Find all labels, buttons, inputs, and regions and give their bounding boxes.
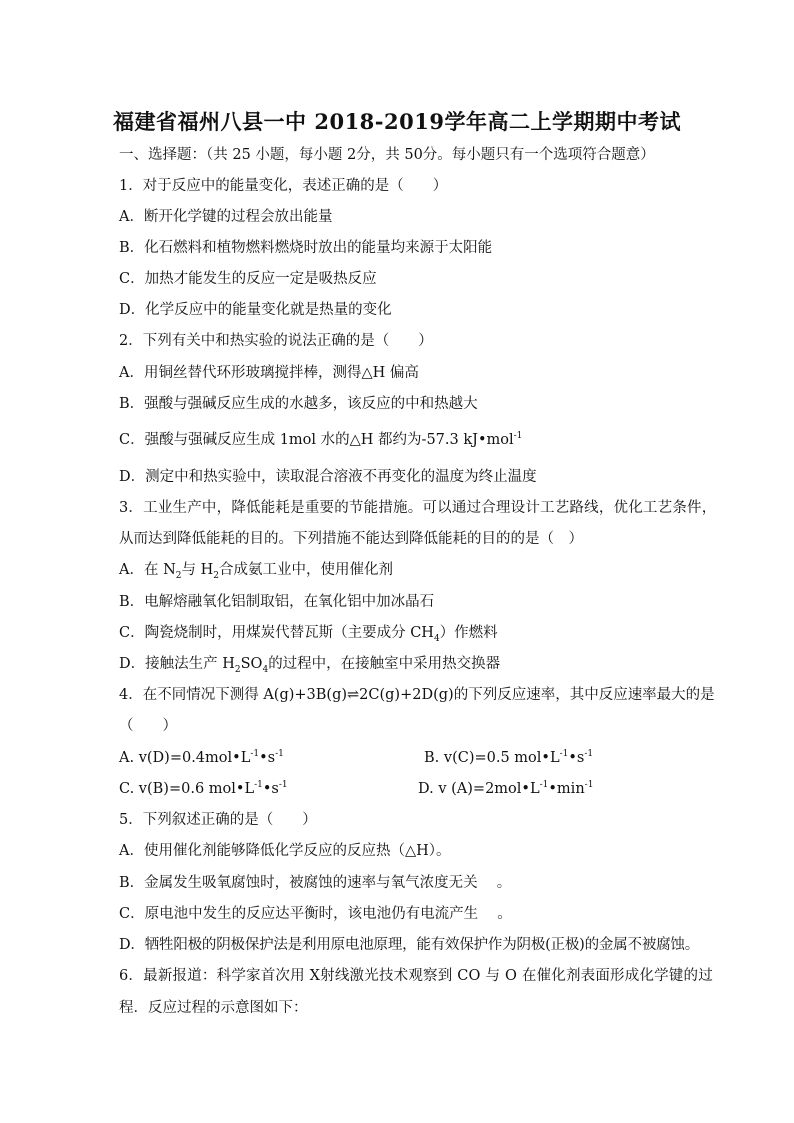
q3-d-part-3: 的过程中，在接触室中采用热交换器 (268, 656, 501, 672)
q4-option-d (418, 779, 593, 799)
q1-option-a: A．断开化学键的过程会放出能量 (119, 209, 333, 225)
q3-d-sub-2: 4 (262, 664, 269, 675)
q5-option-b: B．金属发生吸氧腐蚀时，被腐蚀的速率与氧气浓度无关 。 (119, 875, 512, 891)
q3-a-sub-2: 2 (213, 570, 220, 581)
q3-d-part-1: D．接触法生产 H (119, 656, 235, 672)
q1-stem: 1．对于反应中的能量变化，表述正确的是（ ） (119, 178, 448, 194)
q3-d-sub-1: 2 (234, 664, 241, 675)
page-title: 福建省福州八县一中 2018-2019学年高二上学期期中考试 (113, 109, 681, 134)
q3-option-b: B．电解熔融氧化铝制取铝，在氧化铝中加冰晶石 (119, 594, 435, 610)
q3-stem-line-2: 从而达到降低能耗的目的。下列措施不能达到降低能耗的目的的是（ ） (119, 531, 583, 547)
q3-a-part-1: A．在 N (119, 562, 176, 578)
q4-option-c (119, 779, 288, 799)
q3-a-part-2: 与 H (181, 562, 214, 578)
q4-option-b (424, 748, 593, 768)
q4-stem-line-1: 4．在不同情况下测得 A(g)+3B(g)⇌2C(g)+2D(g)的下列反应速率，其中反应速率最大的是 (119, 687, 715, 703)
q3-c-part-1: C．陶瓷烧制时，用煤炭代替瓦斯（主要成分 CH (119, 625, 434, 641)
q4-a-dot: •s (259, 750, 276, 766)
q5-option-d: D．牺牲阳极的阴极保护法是利用原电池原理，能有效保护作为阴极(正极)的金属不被腐蚀。 (119, 937, 700, 953)
q2-option-c-superscript: -1 (513, 431, 523, 442)
q4-d-sup-2: -1 (584, 780, 594, 791)
q4-option-a (119, 748, 284, 768)
q4-c-sup-2: -1 (278, 780, 288, 791)
q3-option-c (119, 623, 498, 643)
q5-stem: 5．下列叙述正确的是（ ） (119, 812, 317, 828)
q4-c-sup-1: -1 (254, 780, 263, 791)
q4-b-dot: •s (568, 750, 585, 766)
q4-b-text: B. v(C)=0.5 mol•L (424, 750, 560, 766)
q4-b-sup-2: -1 (584, 749, 594, 760)
q4-a-sup-2: -1 (275, 749, 284, 760)
q5-option-c: C．原电池中发生的反应达平衡时，该电池仍有电流产生 。 (119, 906, 512, 922)
q2-option-d: D．测定中和热实验中，读取混合溶液不再变化的温度为终止温度 (119, 469, 537, 485)
q4-d-sup-1: -1 (539, 780, 549, 791)
q4-a-sup-1: -1 (250, 749, 260, 760)
q6-stem-line-1: 6．最新报道：科学家首次用 X射线激光技术观察到 CO 与 O 在催化剂表面形成化学键的过 (119, 968, 713, 984)
q4-a-text: A. v(D)=0.4mol•L (119, 750, 251, 766)
q3-option-a (119, 560, 393, 580)
q4-b-sup-1: -1 (559, 749, 569, 760)
q2-option-c-text: C．强酸与强碱反应生成 1mol 水的△H 都约为-57.3 kJ•mol (119, 432, 514, 448)
q5-option-a: A．使用催化剂能够降低化学反应的反应热（△H）。 (119, 843, 451, 859)
q6-stem-line-2: 程．反应过程的示意图如下： (119, 1000, 308, 1016)
q4-c-text: C. v(B)=0.6 mol•L (119, 781, 255, 797)
q2-option-a: A．用铜丝替代环形玻璃搅拌棒，测得△H 偏高 (119, 365, 419, 381)
q4-c-dot: •s (262, 781, 279, 797)
q2-option-b: B．强酸与强碱反应生成的水越多，该反应的中和热越大 (119, 396, 478, 412)
section-heading: 一、选择题：（共 25 小题，每小题 2分，共 50分。每小题只有一个选项符合题意） (119, 147, 655, 163)
q4-d-text: D. v (A)=2mol•L (418, 781, 540, 797)
q3-stem-line-1: 3．工业生产中，降低能耗是重要的节能措施。可以通过合理设计工艺路线，优化工艺条件， (119, 500, 717, 516)
q3-a-sub-1: 2 (175, 570, 182, 581)
q1-option-b: B．化石燃料和植物燃料燃烧时放出的能量均来源于太阳能 (119, 240, 493, 256)
q1-option-d: D．化学反应中的能量变化就是热量的变化 (119, 302, 392, 318)
q4-stem-line-2: （ ） (119, 718, 177, 734)
q3-c-part-2: ）作燃料 (439, 625, 498, 641)
q3-c-sub: 4 (433, 633, 440, 644)
q3-a-part-3: 合成氨工业中，使用催化剂 (219, 562, 394, 578)
q2-stem: 2．下列有关中和热实验的说法正确的是（ ） (119, 333, 433, 349)
q2-option-c (119, 430, 522, 450)
q4-d-dot-min: •min (548, 781, 585, 797)
q1-option-c: C．加热才能发生的反应一定是吸热反应 (119, 271, 377, 287)
q3-d-part-2: SO (240, 656, 263, 672)
q3-option-d (119, 654, 500, 674)
